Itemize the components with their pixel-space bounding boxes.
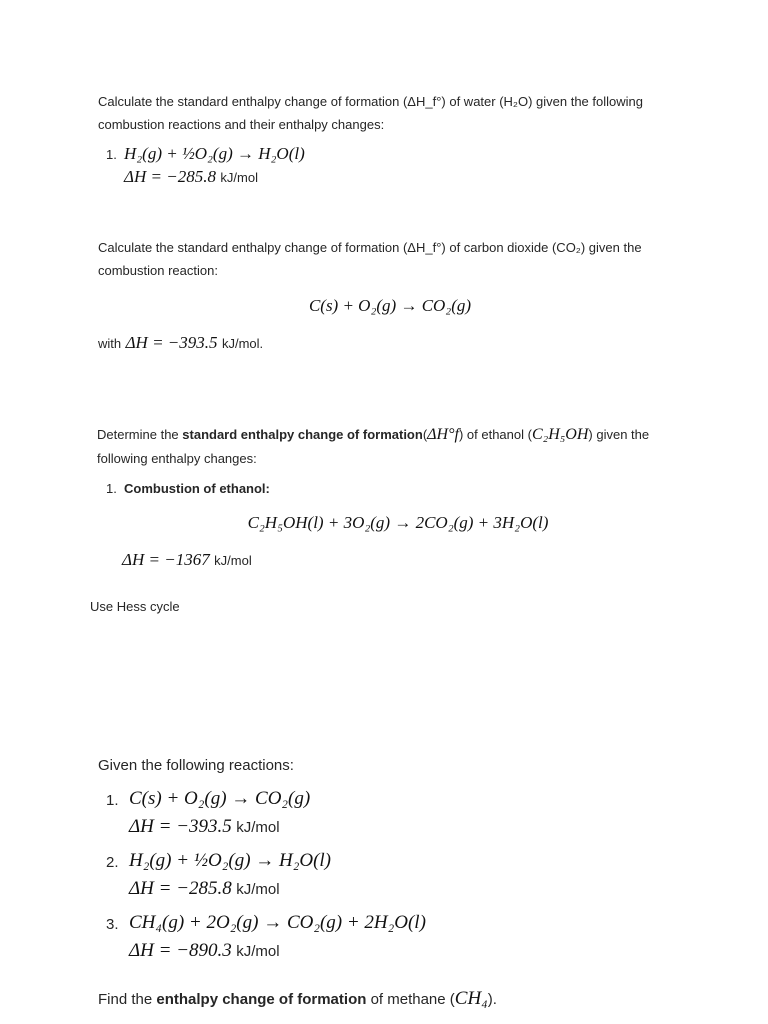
problem4-item3-equation: CH₄(g) + 2O₂(g) → CO₂(g) + 2H₂O(l) (129, 912, 426, 933)
problem2-with: with (98, 336, 122, 351)
problem4-item1-dh-unit: kJ/mol (236, 819, 280, 836)
problem3-line1 (97, 426, 649, 444)
problem2-line2: combustion reaction: (98, 263, 218, 278)
problem3-note: Use Hess cycle (90, 599, 180, 614)
problem3-item-number: 1. (106, 481, 117, 496)
problem1-line1: Calculate the standard enthalpy change of formation (ΔH_f°) of water (H₂O) given the following (98, 94, 643, 109)
problem3-line1-open: ( (422, 427, 428, 442)
problem2-equation: C(s) + O₂(g) → CO₂(g) (308, 296, 472, 315)
problem4-item2-dh-unit: kJ/mol (236, 881, 280, 898)
problem4-item3-number: 3. (106, 916, 119, 933)
problem4-item3-dh-math: ΔH = −890.3 (129, 940, 232, 961)
problem3-equation: C₂H₅OH(l) + 3O₂(g) → 2CO₂(g) + 3H₂O(l) (247, 513, 549, 532)
problem4-item1-number: 1. (106, 792, 119, 809)
problem3-line2: following enthalpy changes: (97, 451, 257, 466)
problem4-final-post: ). (487, 991, 497, 1008)
problem2-enthalpy (98, 333, 263, 353)
problem1-dh-unit: kJ/mol (220, 170, 258, 185)
problem4-intro: Given the following reactions: (98, 757, 294, 774)
problem4-item1-enthalpy (129, 816, 280, 838)
problem3-dh-math: ΔH = −1367 (122, 550, 210, 569)
problem4-final-math: CH₄ (454, 988, 488, 1009)
problem2-line1: Calculate the standard enthalpy change of formation (ΔH_f°) of carbon dioxide (CO₂) given the (98, 240, 642, 255)
problem4-item1-equation: C(s) + O₂(g) → CO₂(g) (129, 788, 311, 809)
problem4-item2-equation: H₂(g) + ½O₂(g) → H₂O(l) (129, 850, 332, 871)
problem2-dh-math: ΔH = −393.5 (125, 333, 218, 352)
problem4-item3-dh-unit: kJ/mol (236, 943, 280, 960)
problem4-item2-enthalpy (129, 878, 280, 900)
problem3-line1-mid: ) of ethanol ( (458, 427, 532, 442)
problem3-item-label: Combustion of ethanol: (124, 481, 270, 496)
problem1-item-number: 1. (106, 147, 117, 162)
problem1-line2: combustion reactions and their enthalpy changes: (98, 117, 385, 132)
problem3-line1-math1: ΔH°f (427, 426, 459, 443)
problem4-item2-dh-math: ΔH = −285.8 (129, 878, 232, 899)
problem4-final-bold: enthalpy change of formation (156, 991, 367, 1008)
problem4-item2-number: 2. (106, 854, 119, 871)
problem4-item3-enthalpy (129, 940, 280, 962)
problem3-line1-math2: C₂H₅OH (531, 426, 589, 443)
problem2-dh-unit: kJ/mol. (221, 336, 264, 351)
problem4-item1-dh-math: ΔH = −393.5 (129, 816, 232, 837)
problem1-dh-math: ΔH = −285.8 (124, 167, 216, 186)
problem4-final-mid: of methane ( (370, 991, 455, 1008)
problem3-line1-bold: standard enthalpy change of formation (182, 427, 423, 442)
problem4-final (98, 988, 497, 1010)
problem1-enthalpy (124, 167, 258, 187)
problem3-line1-pre: Determine the (97, 427, 179, 442)
problem3-dh-unit: kJ/mol (214, 553, 252, 568)
problem1-equation: H₂(g) + ½O₂(g) → H₂O(l) (124, 144, 305, 163)
problem3-line1-post: ) given the (588, 427, 650, 442)
problem3-enthalpy (122, 550, 252, 570)
problem4-final-pre: Find the (98, 991, 153, 1008)
